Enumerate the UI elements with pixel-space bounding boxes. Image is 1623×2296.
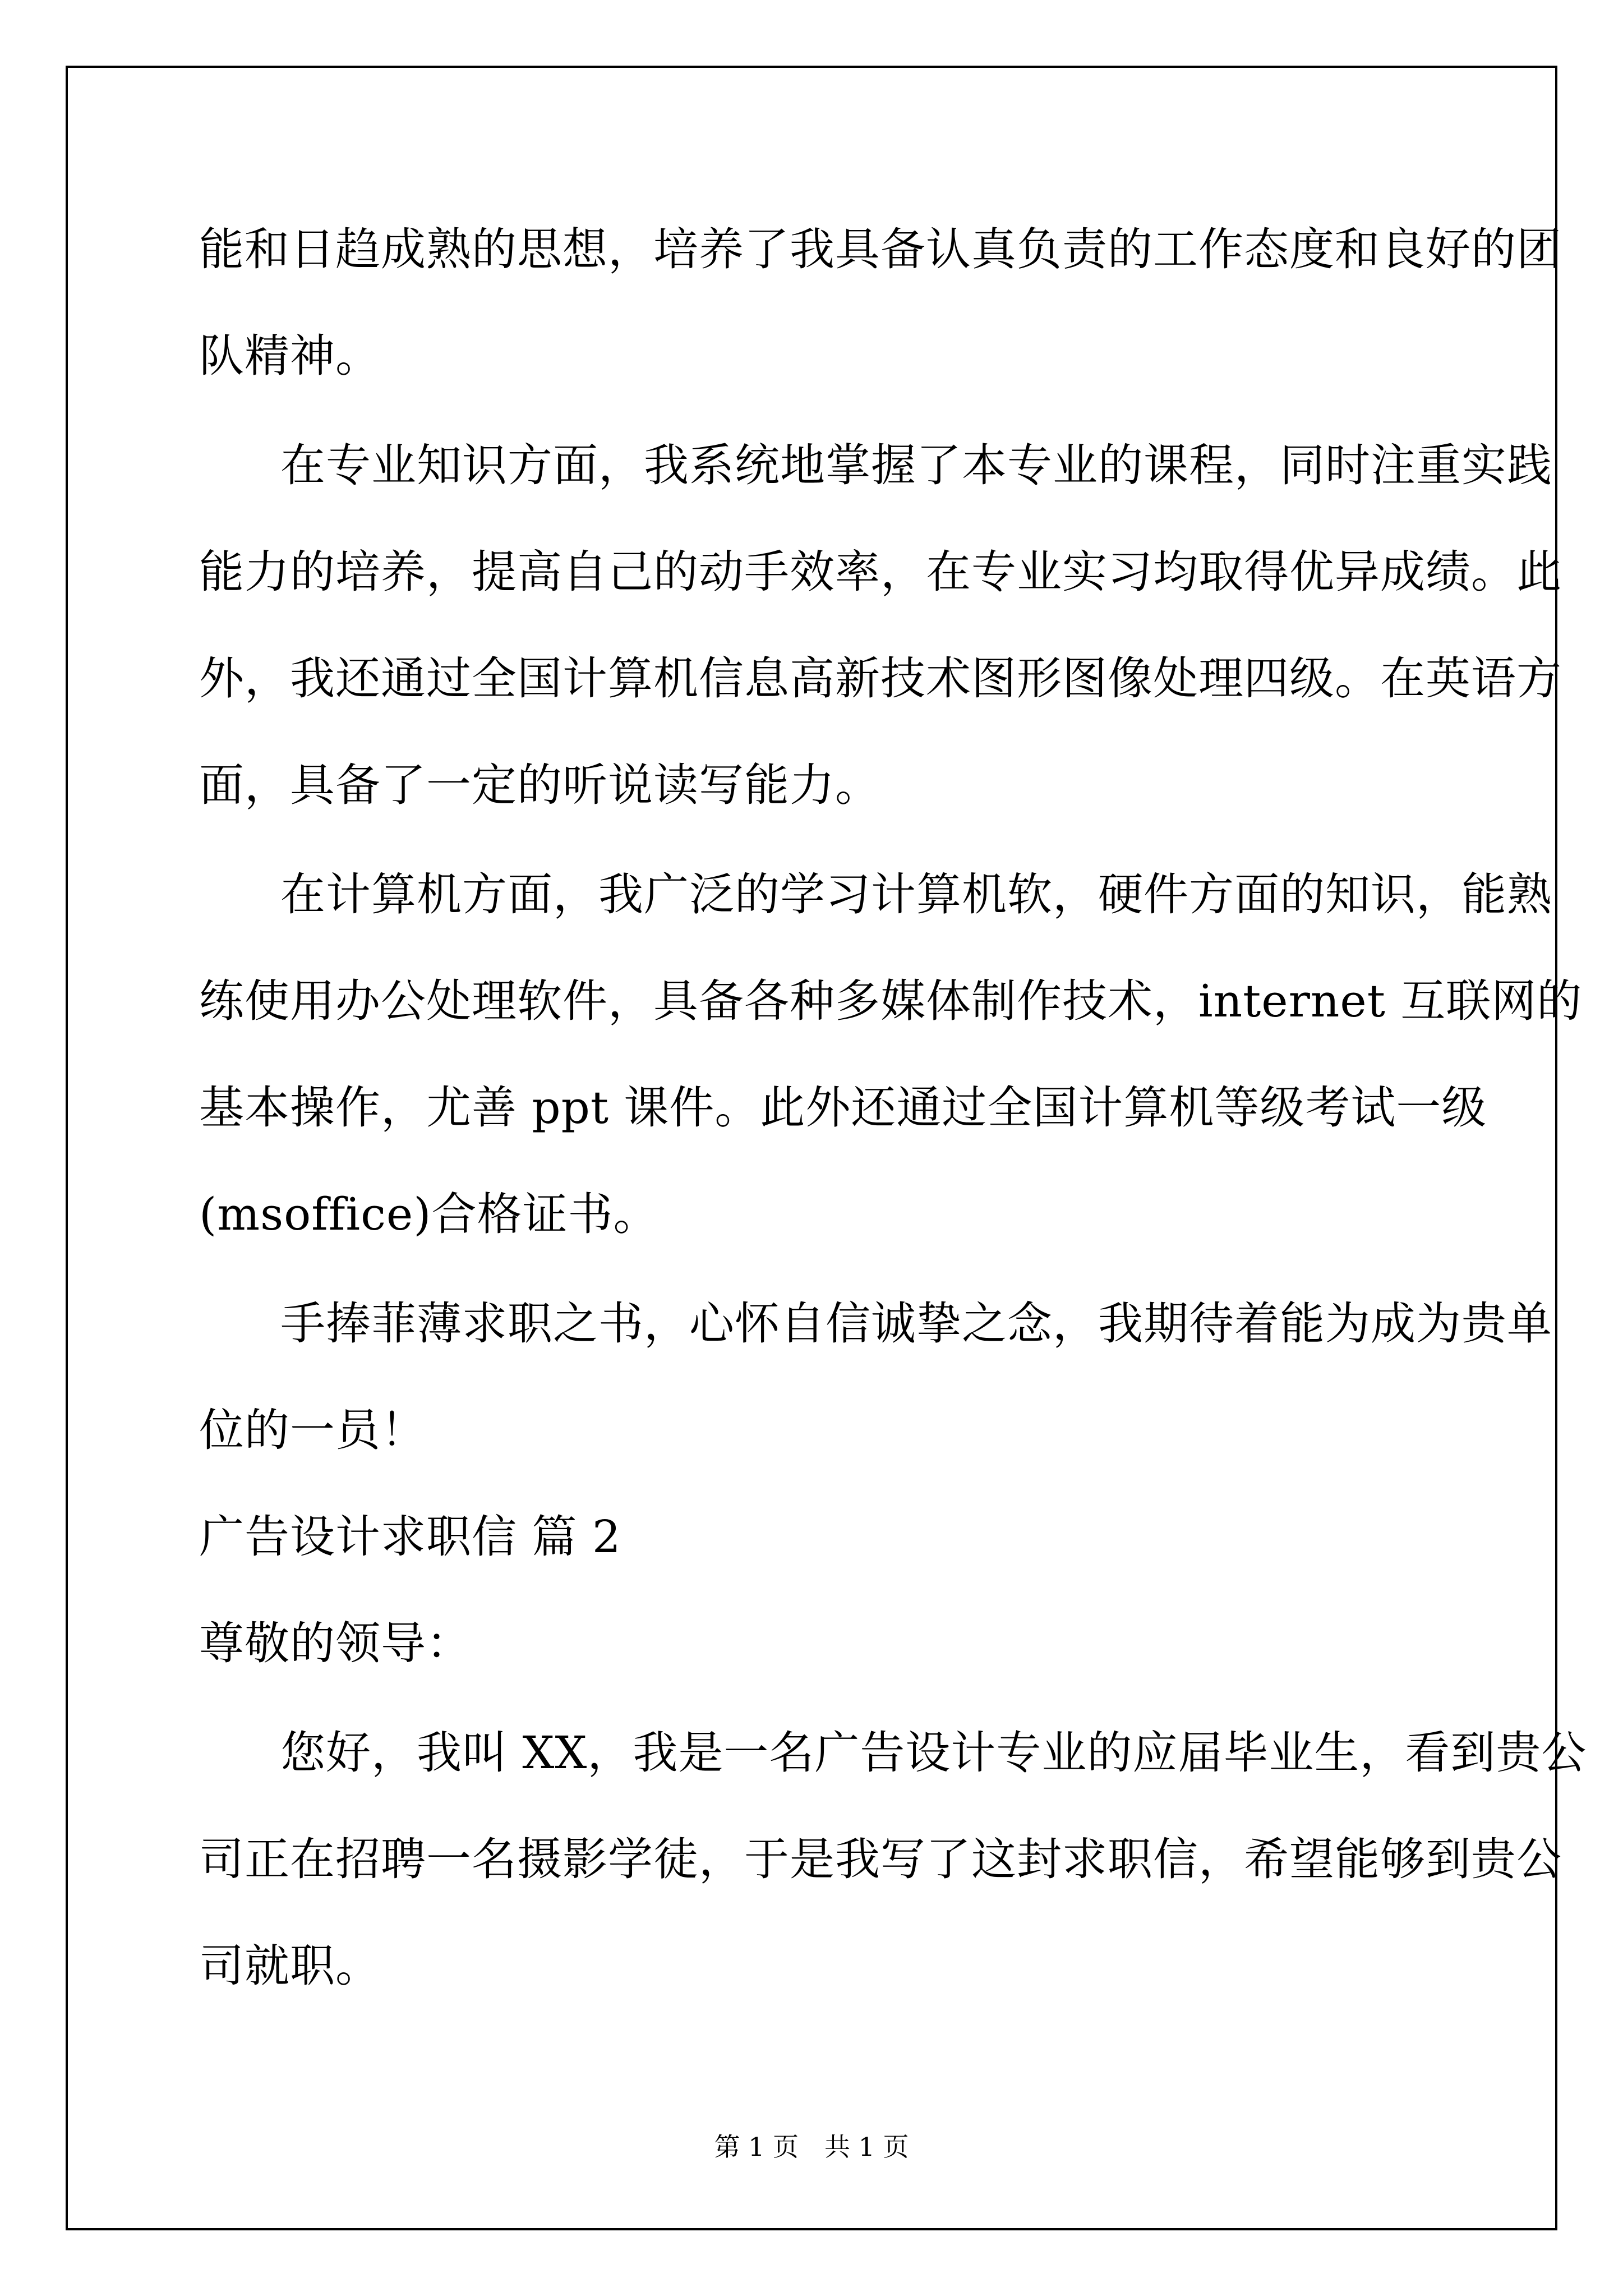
text-line: 面，具备了一定的听说读写能力。: [199, 759, 880, 811]
page-footer: 第 1 页 共 1 页: [714, 2132, 909, 2162]
text-line: 能和日趋成熟的思想，培养了我具备认真负责的工作态度和良好的团: [199, 223, 1562, 275]
text-line: (msoffice)合格证书。: [199, 1188, 659, 1240]
text-line: 能力的培养，提高自己的动手效率，在专业实习均取得优异成绩。此: [199, 546, 1562, 598]
section-heading: 广告设计求职信 篇 2: [199, 1511, 621, 1563]
page-frame: [66, 66, 1587, 2230]
paragraph-start: 手捧菲薄求职之书，心怀自信诚挚之念，我期待着能为成为贵单: [280, 1297, 1552, 1350]
text-line: 司就职。: [199, 1940, 381, 1992]
paragraph-start: 您好，我叫 XX，我是一名广告设计专业的应届毕业生，看到贵公: [280, 1727, 1587, 1779]
paragraph-start: 在计算机方面，我广泛的学习计算机软，硬件方面的知识，能熟: [280, 868, 1552, 921]
paragraph-start: 在专业知识方面，我系统地掌握了本专业的课程，同时注重实践: [280, 439, 1552, 491]
text-line: 位的一员！: [199, 1404, 426, 1456]
salutation: 尊敬的领导：: [199, 1617, 472, 1669]
text-line: 外，我还通过全国计算机信息高新技术图形图像处理四级。在英语方: [199, 652, 1562, 705]
text-line: 练使用办公处理软件，具备各种多媒体制作技术，internet 互联网的: [199, 975, 1583, 1027]
text-line: 基本操作，尤善 ppt 课件。此外还通过全国计算机等级考试一级: [199, 1082, 1487, 1134]
text-line: 司正在招聘一名摄影学徒，于是我写了这封求职信，希望能够到贵公: [199, 1833, 1562, 1885]
text-line: 队精神。: [199, 330, 381, 382]
